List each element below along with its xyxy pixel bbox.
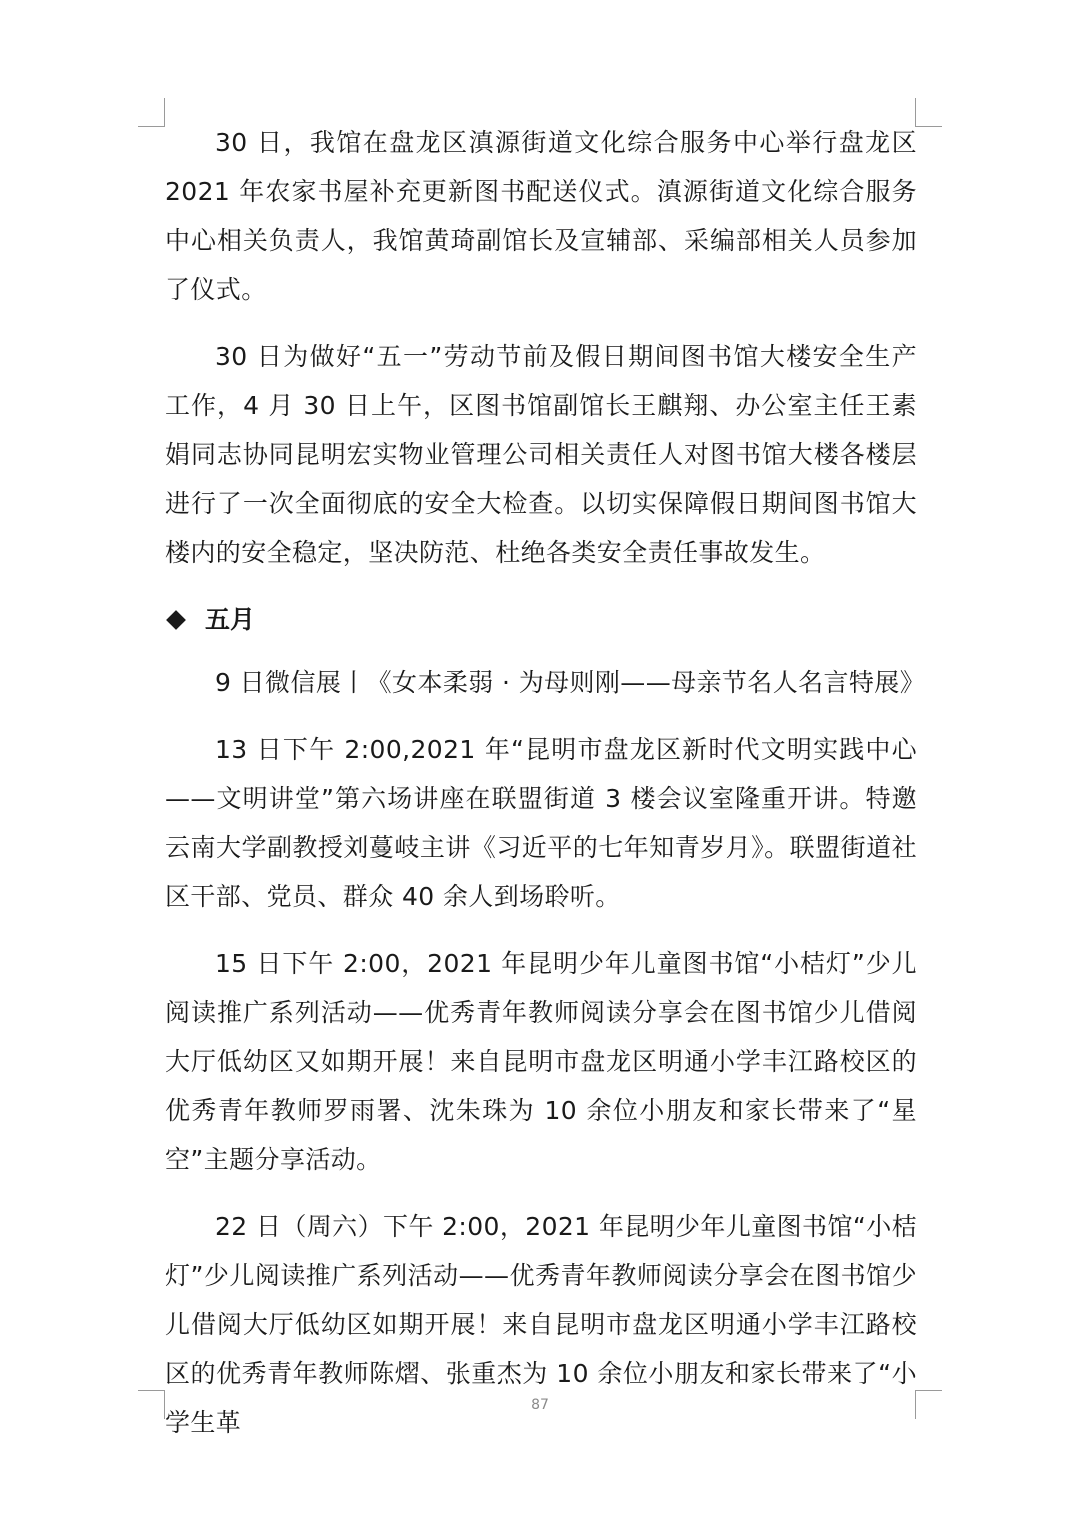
section-heading-label: 五月: [205, 605, 256, 634]
paragraph-civilization-lecture: 13 日下午 2:00,2021 年“昆明市盘龙区新时代文明实践中心——文明讲堂”第六场讲座在联盟街道 3 楼会议室隆重开讲。特邀云南大学副教授刘蔓岐主讲《习近平的七年知青岁月》。联盟街道社区干部、党员、群众 40 余人到场聆听。: [165, 735, 917, 911]
paragraph-reading-share-15: 15 日下午 2:00，2021 年昆明少年儿童图书馆“小桔灯”少儿阅读推广系列活动——优秀青年教师阅读分享会在图书馆少儿借阅大厅低幼区又如期开展！来自昆明市盘龙区明通小学丰江路校区的优秀青年教师罗雨署、沈朱珠为 10 余位小朋友和家长带来了“星空”主题分享活动。: [165, 949, 917, 1174]
paragraph-reading-share-22: 22 日（周六）下午 2:00，2021 年昆明少年儿童图书馆“小桔灯”少儿阅读推广系列活动——优秀青年教师阅读分享会在图书馆少儿借阅大厅低幼区如期开展！来自昆明市盘龙区明通小学丰江路校区的优秀青年教师陈熠、张重杰为 10 余位小朋友和家长带来了“小学生革: [165, 1212, 917, 1437]
page-number: 87: [531, 1397, 549, 1413]
paragraph-wechat-exhibition: 9 日微信展丨《女本柔弱 · 为母则刚——母亲节名人名言特展》: [215, 668, 926, 697]
document-body: [165, 118, 926, 1465]
paragraph-library-books-delivery: 30 日，我馆在盘龙区滇源街道文化综合服务中心举行盘龙区 2021 年农家书屋补充更新图书配送仪式。滇源街道文化综合服务中心相关负责人，我馆黄琦副馆长及宣辅部、采编部相关人员参加了仪式。: [165, 128, 917, 304]
section-heading-may: [165, 595, 917, 644]
paragraph-safety-inspection: 30 日为做好“五一”劳动节前及假日期间图书馆大楼安全生产工作，4 月 30 日上午，区图书馆副馆长王麒翔、办公室主任王素娟同志协同昆明宏实物业管理公司相关责任人对图书馆大楼各楼层进行了一次全面彻底的安全大检查。以切实保障假日期间图书馆大楼内的安全稳定，坚决防范、杜绝各类安全责任事故发生。: [165, 342, 917, 567]
crop-mark-top-right: [915, 98, 942, 127]
diamond-bullet-icon: [166, 610, 186, 630]
crop-mark-top-left: [138, 98, 165, 127]
